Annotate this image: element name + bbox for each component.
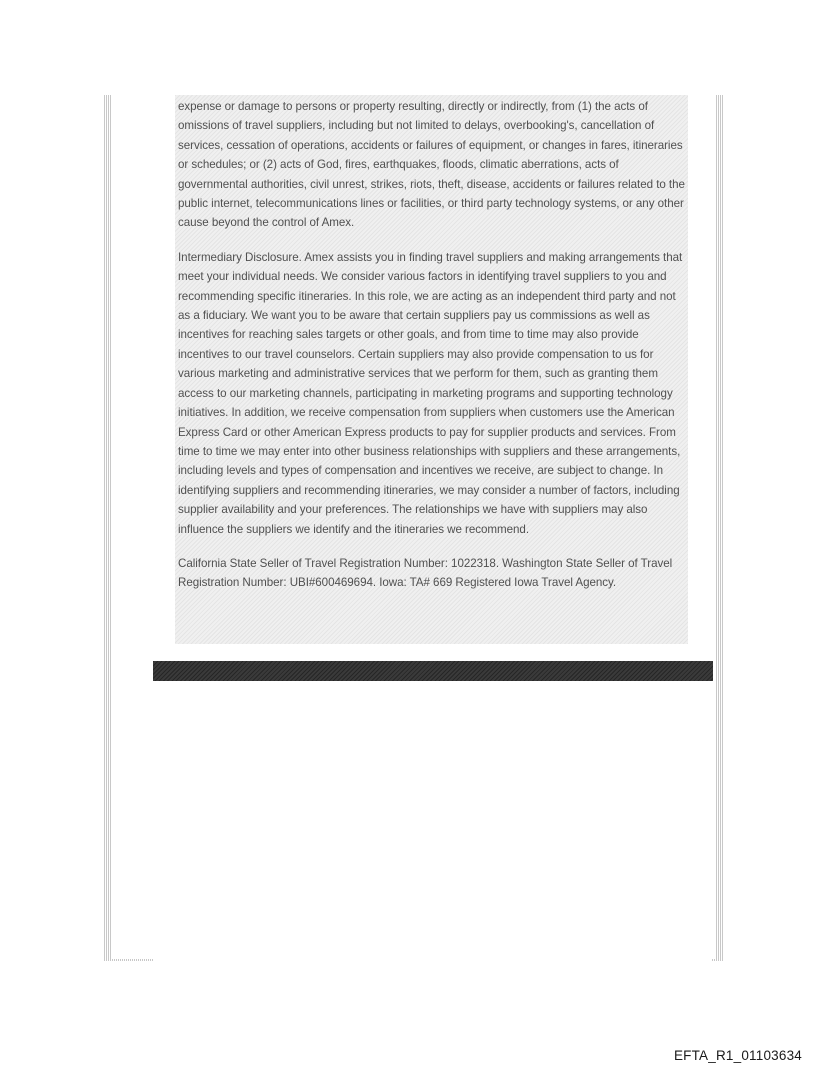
email-footer-bar bbox=[153, 661, 713, 681]
email-frame-bottom-left bbox=[104, 959, 154, 961]
email-frame-left-border bbox=[104, 95, 111, 961]
liability-paragraph: expense or damage to persons or property resulting, directly or indirectly, from (1) the acts of omissions of travel suppliers, including but not limited to delays, overbooking's, cancellation of services, cessation of operations, accidents or failures of equipment, or changes in fares, itineraries or schedules; or (2) acts of God, fires, earthquakes, floods, climatic aberrations, acts of governmental authorities, civil unrest, strikes, riots, theft, disease, accidents or failures related to the public internet, telecommunications lines or facilities, or third party technology systems, or any other cause beyond the control of Amex. bbox=[178, 100, 685, 230]
registration-paragraph: California State Seller of Travel Registration Number: 1022318. Washington State Seller of Travel Registration Number: UBI#600469694. Iowa: TA# 669 Registered Iowa Travel Agency. bbox=[178, 556, 673, 590]
document-id: EFTA_R1_01103634 bbox=[673, 1048, 802, 1063]
email-frame-right-border bbox=[716, 95, 723, 961]
disclosure-text bbox=[178, 97, 688, 608]
intermediary-disclosure-paragraph: Intermediary Disclosure. Amex assists you in finding travel suppliers and making arrangements that meet your individual needs. We consider various factors in identifying travel suppliers to you and recommending specific itineraries. In this role, we are acting as an independent third party and not as a fiduciary. We want you to be aware that certain suppliers pay us commissions as well as incentives for reaching sales targets or other goals, and from time to time may also provide incentives to our travel counselors. Certain suppliers may also provide compensation to us for various marketing and administrative services that we perform for them, such as granting them access to our marketing channels, participating in marketing programs and supporting technology initiatives. In addition, we receive compensation from suppliers when customers use the American Express Card or other American Express products to pay for supplier products and services. From time to time we may enter into other business relationships with suppliers and these arrangements, including levels and types of compensation and incentives we receive, are subject to change. In identifying suppliers and recommending itineraries, we may consider a number of factors, including supplier availability and your preferences. The relationships we have with suppliers may also influence the suppliers we identify and the itineraries we recommend. bbox=[178, 250, 683, 536]
email-frame-bottom-right bbox=[712, 959, 723, 961]
